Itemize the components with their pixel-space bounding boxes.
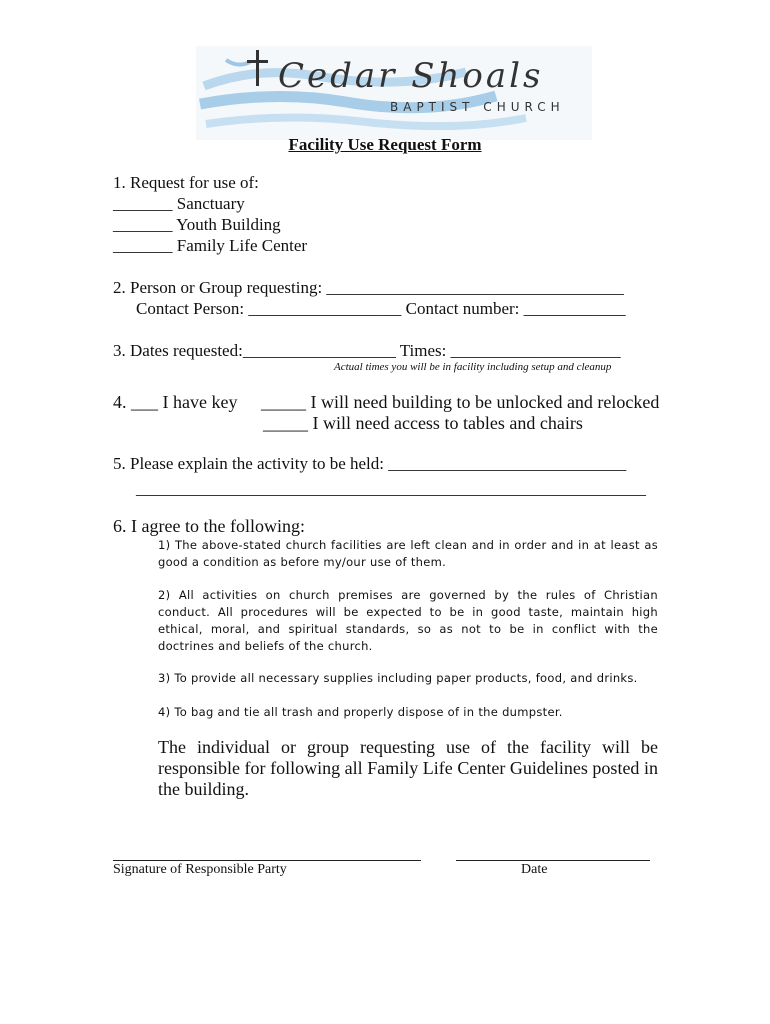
signature-line[interactable] [113,860,421,861]
logo-title: Cedar Shoals [278,56,544,96]
logo-subtitle: BAPTIST CHURCH [390,100,565,114]
activity-field-line2[interactable]: ____________________________________________________________ [136,479,646,498]
option-sanctuary[interactable]: _______ Sanctuary [113,194,245,213]
agreement-item: 2) All activities on church premises are governed by the rules of Christian conduct. All procedures will be expected to be in good taste, maintain high ethical, moral, and spiritual standards, so as not to be in conflict with the doctrines and beliefs of the church. [158,588,658,653]
page-title: Facility Use Request Form [288,135,482,154]
contact-fields[interactable]: Contact Person: __________________ Contact number: ____________ [136,299,626,318]
option-youth-building[interactable]: _______ Youth Building [113,215,281,234]
agreement-item: 3) To provide all necessary supplies including paper products, food, and drinks. [158,671,638,685]
section6-heading: 6. I agree to the following: [113,516,305,536]
activity-field[interactable]: 5. Please explain the activity to be held: ____________________________ [113,454,627,473]
agreement-item: 4) To bag and tie all trash and properly dispose of in the dumpster. [158,705,563,719]
section1-heading: 1. Request for use of: [113,173,259,192]
option-family-life-center[interactable]: _______ Family Life Center [113,236,308,255]
have-key-option[interactable]: 4. ___ I have key [113,392,238,412]
times-note: Actual times you will be in facility including setup and cleanup [334,361,612,373]
signature-label: Signature of Responsible Party [113,862,287,877]
tables-option[interactable]: _____ I will need access to tables and chairs [263,413,583,433]
church-logo [196,46,592,140]
cross-icon [244,48,272,88]
date-line[interactable] [456,860,650,861]
dates-times-field[interactable]: 3. Dates requested:__________________ Times: ____________________ [113,341,621,360]
unlock-option[interactable]: _____ I will need building to be unlocked and relocked [261,392,660,412]
group-requesting-field[interactable]: 2. Person or Group requesting: ___________________________________ [113,278,624,297]
responsibility-statement: The individual or group requesting use of the facility will be responsible for following all Family Life Center Guidelines posted in the building. [158,737,658,799]
date-label: Date [521,862,548,877]
agreement-item: 1) The above-stated church facilities are left clean and in order and in at least as good a condition as before my/our use of them. [158,538,658,569]
